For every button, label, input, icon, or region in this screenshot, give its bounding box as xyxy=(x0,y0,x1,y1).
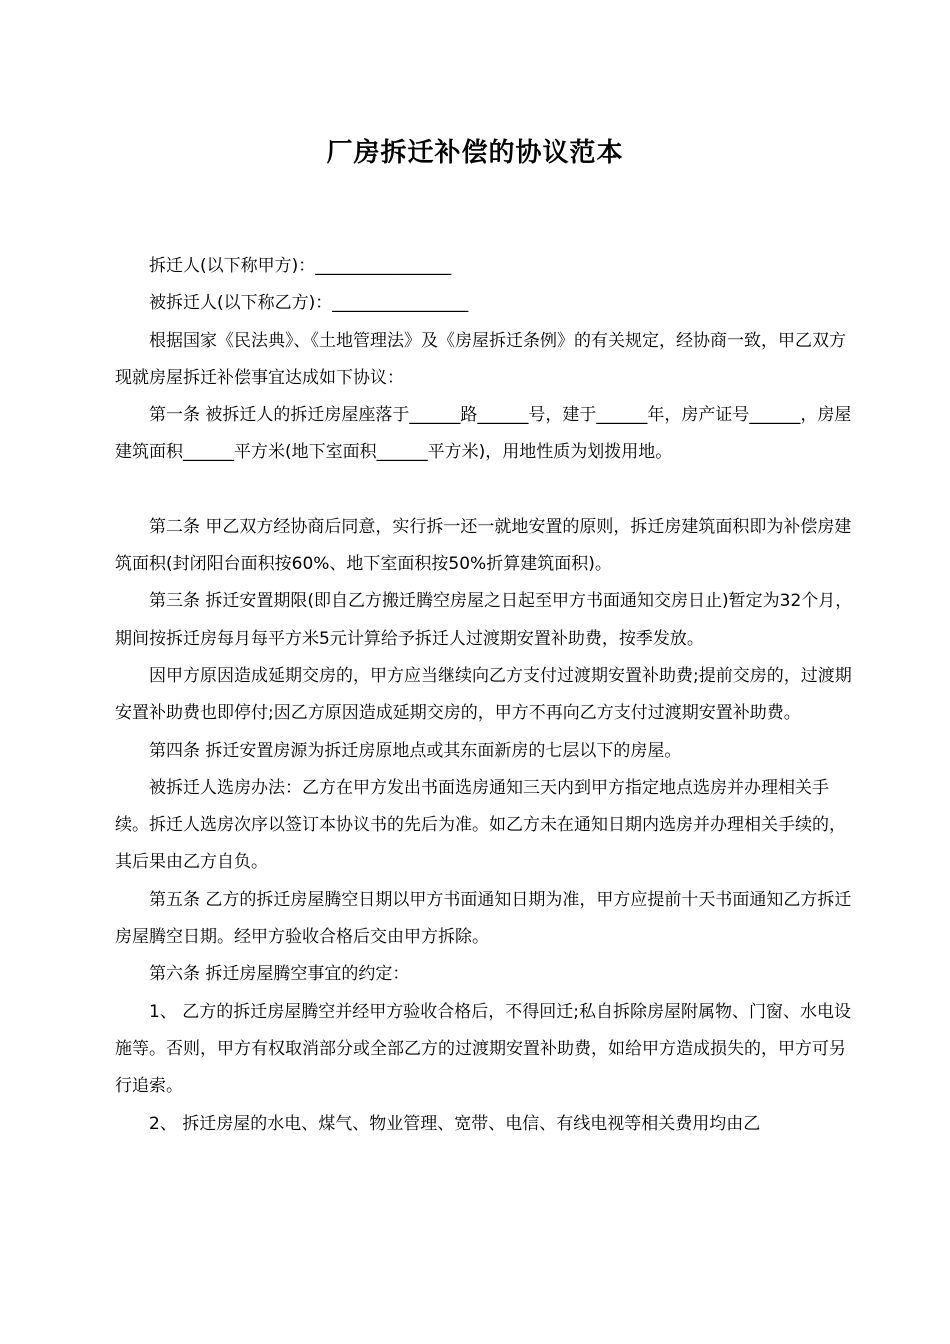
blank-line xyxy=(115,472,855,509)
article-6-item-2: 2、 拆迁房屋的水电、煤气、物业管理、宽带、电信、有线电视等相关费用均由乙 xyxy=(149,1113,761,1134)
preamble-paragraph: 根据国家《民法典》、《土地管理法》及《房屋拆迁条例》的有关规定，经协商一致，甲乙双方现就房屋拆迁补偿事宜达成如下协议： xyxy=(115,330,846,388)
article-3-paragraph: 第三条 拆迁安置期限(即自乙方搬迁腾空房屋之日起至甲方书面通知交房日止)暂定为32个月，期间按拆迁房每月每平方米5元计算给予拆迁人过渡期安置补助费，按季发放。 xyxy=(115,591,853,649)
housing-selection-paragraph: 被拆迁人选房办法：乙方在甲方发出书面选房通知三天内到甲方指定地点选房并办理相关手续。拆迁人选房次序以签订本协议书的先后为准。如乙方未在通知日期内选房并办理相关手续的，其后果由乙方自负。 xyxy=(115,777,846,873)
delay-clause-paragraph: 因甲方原因造成延期交房的，甲方应当继续向乙方支付过渡期安置补助费;提前交房的，过渡期安置补助费也即停付;因乙方原因造成延期交房的，甲方不再向乙方支付过渡期安置补助费。 xyxy=(115,665,852,724)
party-a-line: 拆迁人(以下称甲方)：________________ xyxy=(149,256,452,276)
document-body xyxy=(115,248,855,1143)
article-1-paragraph: 第一条 被拆迁人的拆迁房屋座落于______路______号，建于______年，房产证号______，房屋建筑面积______平方米(地下室面积______平方米)，用地性质为划拨用地。 xyxy=(115,405,852,463)
article-6-paragraph: 第六条 拆迁房屋腾空事宜的约定： xyxy=(149,964,410,985)
party-b-line: 被拆迁人(以下称乙方)：________________ xyxy=(149,293,469,314)
document-title: 厂房拆迁补偿的协议范本 xyxy=(326,138,624,168)
article-2-paragraph: 第二条 甲乙双方经协商后同意，实行拆一还一就地安置的原则，拆迁房建筑面积即为补偿房建筑面积(封闭阳台面积按60%、地下室面积按50%折算建筑面积)。 xyxy=(115,516,852,575)
article-6-item-1: 1、 乙方的拆迁房屋腾空并经甲方验收合格后，不得回迁;私自拆除房屋附属物、门窗、水电设施等。否则，甲方有权取消部分或全部乙方的过渡期安置补助费，如给甲方造成损失的，甲方可另行追索。 xyxy=(115,1001,851,1097)
article-4-paragraph: 第四条 拆迁安置房源为拆迁房原地点或其东面新房的七层以下的房屋。 xyxy=(149,740,682,761)
article-5-paragraph: 第五条 乙方的拆迁房屋腾空日期以甲方书面通知日期为准，甲方应提前十天书面通知乙方拆迁房屋腾空日期。经甲方验收合格后交由甲方拆除。 xyxy=(115,889,852,948)
